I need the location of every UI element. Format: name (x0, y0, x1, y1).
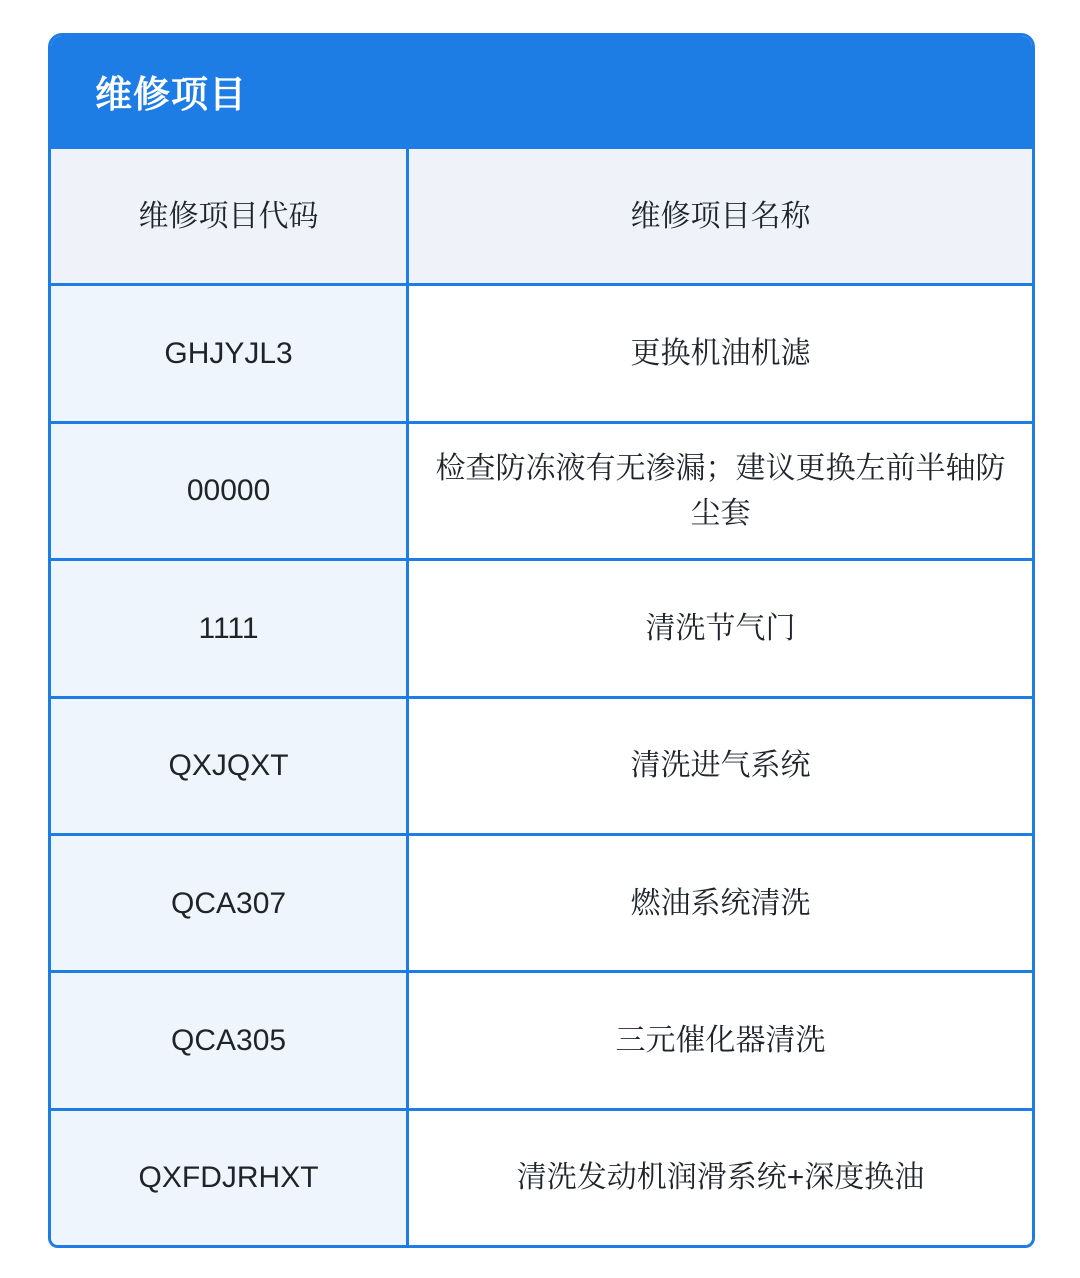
table-cell-code: 00000 (51, 421, 406, 558)
column-header-name: 维修项目名称 (406, 146, 1032, 283)
table-cell-code: QCA307 (51, 833, 406, 970)
card-title: 维修项目 (95, 74, 247, 115)
table-cell-name: 检查防冻液有无渗漏；建议更换左前半轴防尘套 (406, 421, 1032, 558)
table-cell-code: QXFDJRHXT (51, 1108, 406, 1245)
table-cell-name: 清洗发动机润滑系统+深度换油 (406, 1108, 1032, 1245)
table-cell-code: QXJQXT (51, 696, 406, 833)
table-cell-name: 清洗进气系统 (406, 696, 1032, 833)
maintenance-items-card (48, 33, 1035, 1248)
table-cell-name: 更换机油机滤 (406, 283, 1032, 420)
column-header-code: 维修项目代码 (51, 146, 406, 283)
card-header (51, 36, 1032, 146)
table-cell-name: 三元催化器清洗 (406, 970, 1032, 1107)
table-cell-code: QCA305 (51, 970, 406, 1107)
table-cell-code: GHJYJL3 (51, 283, 406, 420)
table-cell-name: 清洗节气门 (406, 558, 1032, 695)
table-cell-code: 1111 (51, 558, 406, 695)
table-cell-name: 燃油系统清洗 (406, 833, 1032, 970)
maintenance-items-table (51, 146, 1032, 1245)
